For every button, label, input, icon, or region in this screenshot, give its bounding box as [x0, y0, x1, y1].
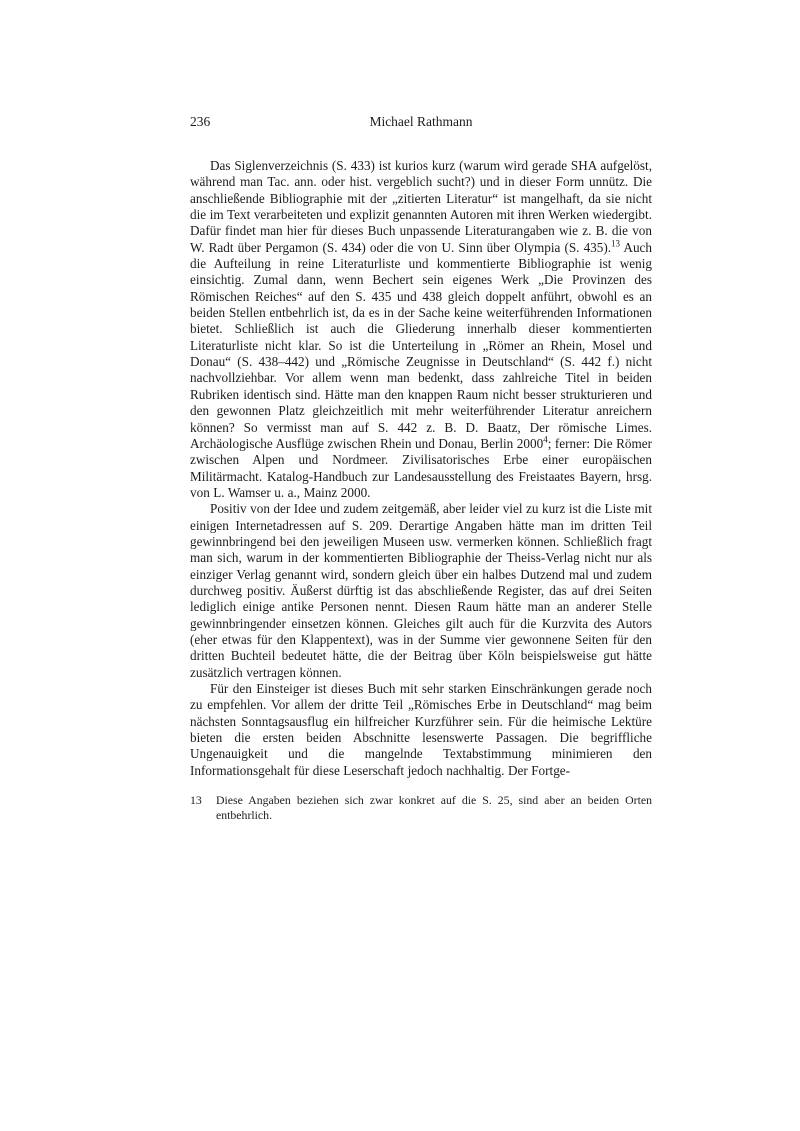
footnote-text: Diese Angaben beziehen sich zwar konkret auf die S. 25, sind aber an beiden Orten entbehrlich. — [216, 793, 652, 823]
page-number: 236 — [190, 114, 211, 129]
paragraph-text: Für den Einsteiger ist dieses Buch mit sehr starken Einschränkungen gerade noch zu empfehlen. Vor allem der dritte Teil „Römisches Erbe in Deutschland“ mag beim nächsten Sonntagsausflug ein hilfreicher Kurzführer sein. Für die heimische Lektüre bieten die ersten beiden Abschnitte lesenswerte Passagen. Die begriffliche Ungenauigkeit und die mangelnde Textabstimmung minimieren den Informationsgehalt für diese Leserschaft jedoch nachhaltig. Der Fortge- — [190, 681, 652, 778]
paragraph — [190, 681, 652, 779]
footnote-marker: 4 — [543, 434, 548, 445]
footnote — [190, 793, 652, 823]
paragraph — [190, 158, 652, 501]
body-text — [190, 158, 652, 779]
footnote-number: 13 — [190, 793, 202, 808]
paragraph-text: ; ferner: Die Römer zwischen Alpen und Nordmeer. Zivilisatorisches Erbe einer europäischen Militärmacht. Katalog-Handbuch zur Landesausstellung des Freistaates Bayern, hrsg. von L. Wamser u. a., Mainz 2000. — [190, 435, 652, 500]
paragraph-text: Auch die Aufteilung in reine Literaturliste und kommentierte Bibliographie ist wenig einsichtig. Zumal dann, wenn Bechert sein eigenes Werk „Die Provinzen des Römischen Reiches“ auf den S. 435 und 438 gleich doppelt anführt, obwohl es an beiden Stellen entbehrlich ist, da es in der Sache keine weiterführenden Informationen bietet. Schließlich ist auch die Gliederung innerhalb dieser kommentierten Literaturliste nicht klar. So ist die Unterteilung in „Römer an Rhein, Mosel und Donau“ (S. 438–442) und „Römische Zeugnisse in Deutschland“ (S. 442 f.) nicht nachvollziehbar. Vor allem wenn man bedenkt, dass zahlreiche Titel in beiden Rubriken identisch sind. Hätte man den knappen Raum nicht besser strukturieren und den gewonnen Platz gleichzeitlich mit mehr weiterführender Literatur anreichern können? So vermisst man auf S. 442 z. B. D. Baatz, Der römische Limes. Archäologische Ausflüge zwischen Rhein und Donau, Berlin 2000 — [190, 239, 652, 451]
paragraph-text: Positiv von der Idee und zudem zeitgemäß, aber leider viel zu kurz ist die Liste mit einigen Internetadressen auf S. 209. Derartige Angaben hätte man im dritten Teil gewinnbringend bei den jeweiligen Museen usw. vermerken können. Schließlich fragt man sich, warum in der kommentierten Bibliographie der Theiss-Verlag nicht nur als einziger Verlag genannt wird, sondern gleich über ein halbes Dutzend mal und zudem durchweg positiv. Äußerst dürftig ist das abschließende Register, das auf drei Seiten lediglich einige antike Personen nennt. Diesen Raum hätte man an anderer Stelle gewinnbringender einsetzen können. Gleiches gilt auch für die Kurzvita des Autors (eher etwas für den Klappentext), was in der Summe vier gewonnene Seiten für den dritten Buchteil bedeutet hätte, die der Beitrag über Köln beispielsweise gut hätte zusätzlich vertragen können. — [190, 501, 652, 680]
paragraph-text: Das Siglenverzeichnis (S. 433) ist kurios kurz (warum wird gerade SHA aufgelöst, während man Tac. ann. oder hist. vergeblich sucht?) und in dieser Form unnütz. Die anschließende Bibliographie mit der „zitierten Literatur“ ist mangelhaft, da sie nicht die im Text verarbeiteten und explizit genannten Autoren mit ihren Werken wiedergibt. Dafür findet man hier für dieses Buch unpassende Literaturangaben wie z. B. die von W. Radt über Pergamon (S. 434) oder die von U. Sinn über Olympia (S. 435). — [190, 158, 652, 255]
text-block — [190, 113, 652, 823]
footnote-marker: 13 — [611, 238, 621, 249]
page-header — [190, 113, 652, 130]
paragraph — [190, 501, 652, 681]
running-header-title: Michael Rathmann — [369, 114, 473, 129]
